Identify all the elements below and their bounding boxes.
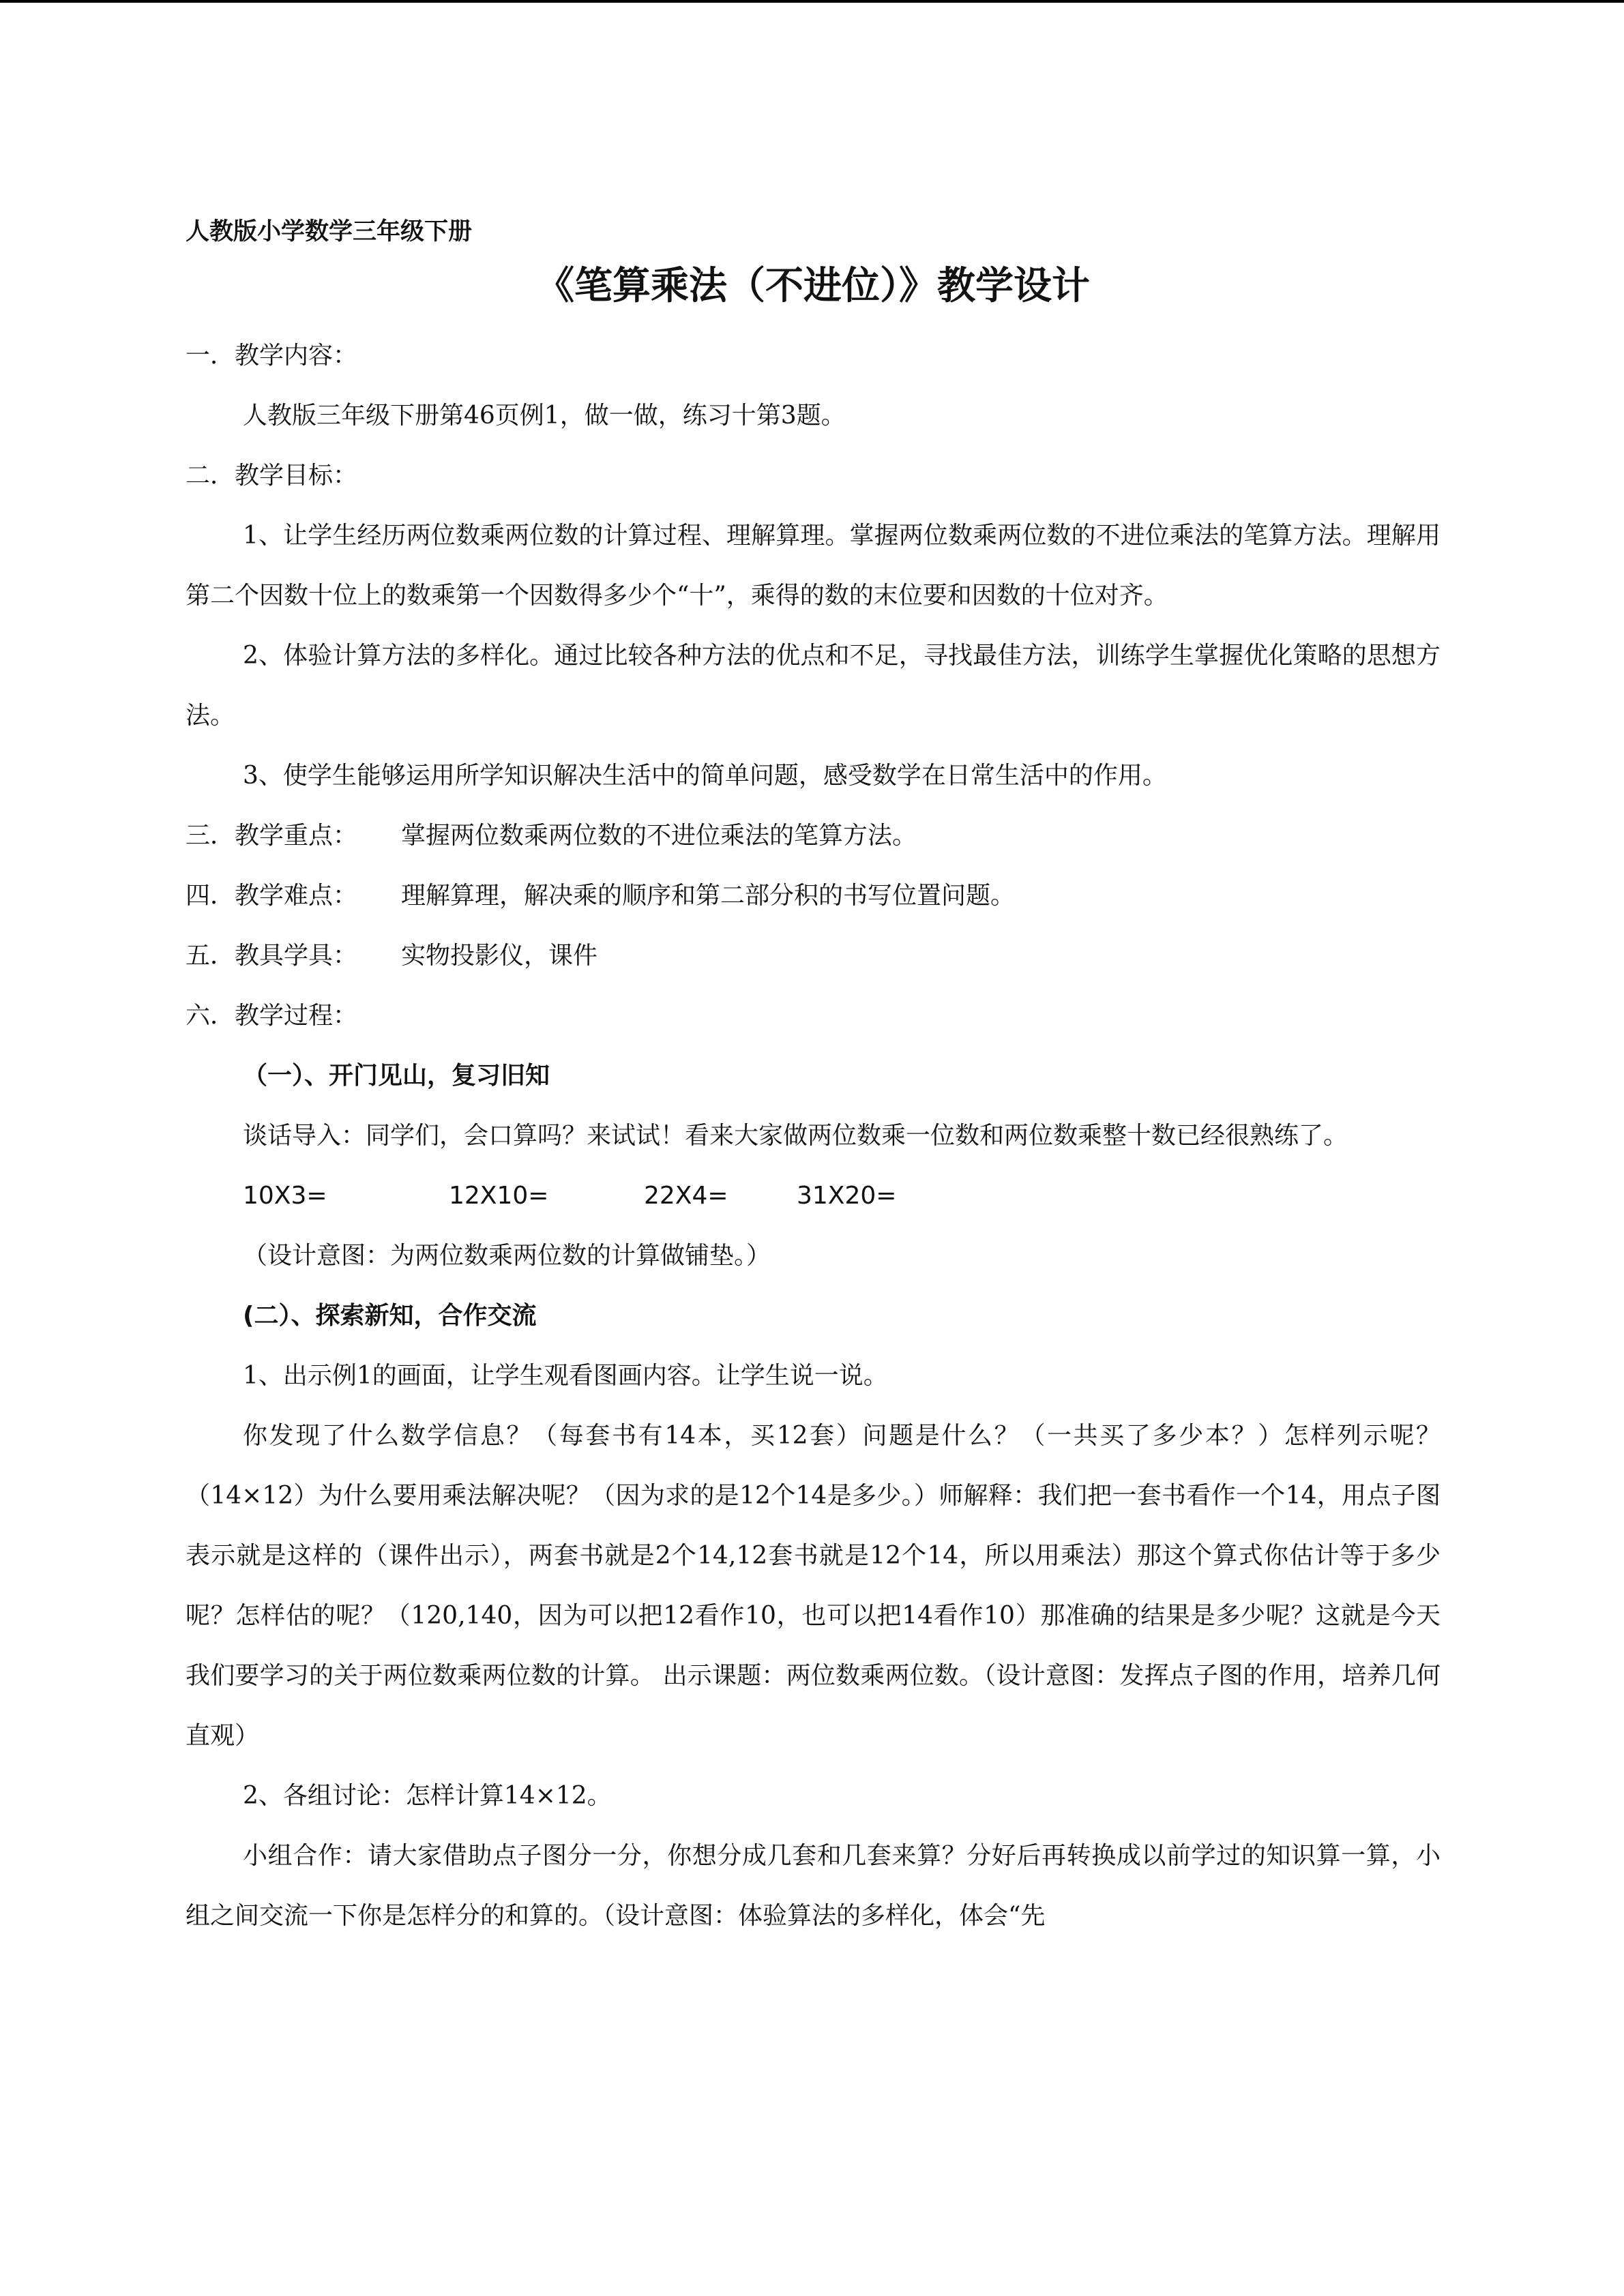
tools-label: 五．教具学具： xyxy=(186,942,358,970)
formula-item: 10X3= xyxy=(243,1182,327,1210)
step2-text-paragraph: 小组合作：请大家借助点子图分一分，你想分成几套和几套来算？分好后再转换成以前学过的知识算一算，小组之间交流一下你是怎样分的和算的。（设计意图：体验算法的多样化，体会“先 xyxy=(186,1842,1441,1930)
part1-heading: （一）、开门见山，复习旧知 xyxy=(243,1062,550,1090)
key-point-label: 三．教学重点： xyxy=(186,822,358,850)
section-process-label: 六．教学过程： xyxy=(186,1002,358,1030)
document-title: 《笔算乘法（不进位）》教学设计 xyxy=(536,264,1090,308)
goal-3-paragraph: 3、使学生能够运用所学知识解决生活中的简单问题，感受数学在日常生活中的作用。 xyxy=(243,762,1167,790)
difficulty-label: 四．教学难点： xyxy=(186,882,358,910)
section-tools xyxy=(186,926,1441,986)
tools-text: 实物投影仪，课件 xyxy=(401,942,598,970)
formula-item: 22X4= xyxy=(644,1182,728,1210)
key-point-text: 掌握两位数乘两位数的不进位乘法的笔算方法。 xyxy=(401,822,917,850)
step2-paragraph: 2、各组讨论：怎样计算14×12。 xyxy=(243,1782,612,1810)
step1-paragraph: 1、出示例1的画面，让学生观看图画内容。让学生说一说。 xyxy=(243,1362,888,1390)
difficulty-text: 理解算理，解决乘的顺序和第二部分积的书写位置问题。 xyxy=(401,882,1016,910)
section-key-point xyxy=(186,806,1441,866)
formula-item: 12X10= xyxy=(449,1182,549,1210)
part2-heading: (二）、探索新知，合作交流 xyxy=(243,1302,537,1330)
section-content-label: 一．教学内容： xyxy=(186,342,358,370)
goal-1-paragraph: 1、让学生经历两位数乘两位数的计算过程、理解算理。掌握两位数乘两位数的不进位乘法的笔算方法。理解用第二个因数十位上的数乘第一个因数得多少个“十”，乘得的数的末位要和因数的十位对齐。 xyxy=(186,522,1441,610)
goal-2-paragraph: 2、体验计算方法的多样化。通过比较各种方法的优点和不足，寻找最佳方法，训练学生掌握优化策略的思想方法。 xyxy=(186,642,1441,730)
section-goals-label: 二．教学目标： xyxy=(186,462,358,490)
formula-item: 31X20= xyxy=(797,1182,897,1210)
section-difficulty xyxy=(186,866,1441,926)
review-formulas-row xyxy=(186,1166,1441,1226)
part1-intro-paragraph: 谈话导入：同学们，会口算吗？来试试！看来大家做两位数乘一位数和两位数乘整十数已经很熟练了。 xyxy=(243,1122,1348,1150)
part1-design-note: （设计意图：为两位数乘两位数的计算做铺垫。） xyxy=(243,1242,771,1270)
document-page xyxy=(186,211,1441,1946)
section-content-text: 人教版三年级下册第46页例1，做一做，练习十第3题。 xyxy=(243,402,846,430)
step1-dialog-paragraph: 你发现了什么数学信息？（每套书有14本，买12套）问题是什么？（一共买了多少本？）怎样列示呢？（14×12）为什么要用乘法解决呢？（因为求的是12个14是多少。）师解释：我们把一套书看作一个14，用点子图表示就是这样的（课件出示），两套书就是2个14,12套书就是12个14，所以用乘法）那这个算式你估计等于多少呢？怎样估的呢？（120,140，因为可以把12看作10，也可以把14看作10）那准确的结果是多少呢？这就是今天我们要学习的关于两位数乘两位数的计算。 出示课题：两位数乘两位数。（设计意图：发挥点子图的作用，培养几何直观） xyxy=(186,1422,1441,1750)
page-top-border xyxy=(0,0,1624,3)
textbook-header: 人教版小学数学三年级下册 xyxy=(186,218,473,245)
